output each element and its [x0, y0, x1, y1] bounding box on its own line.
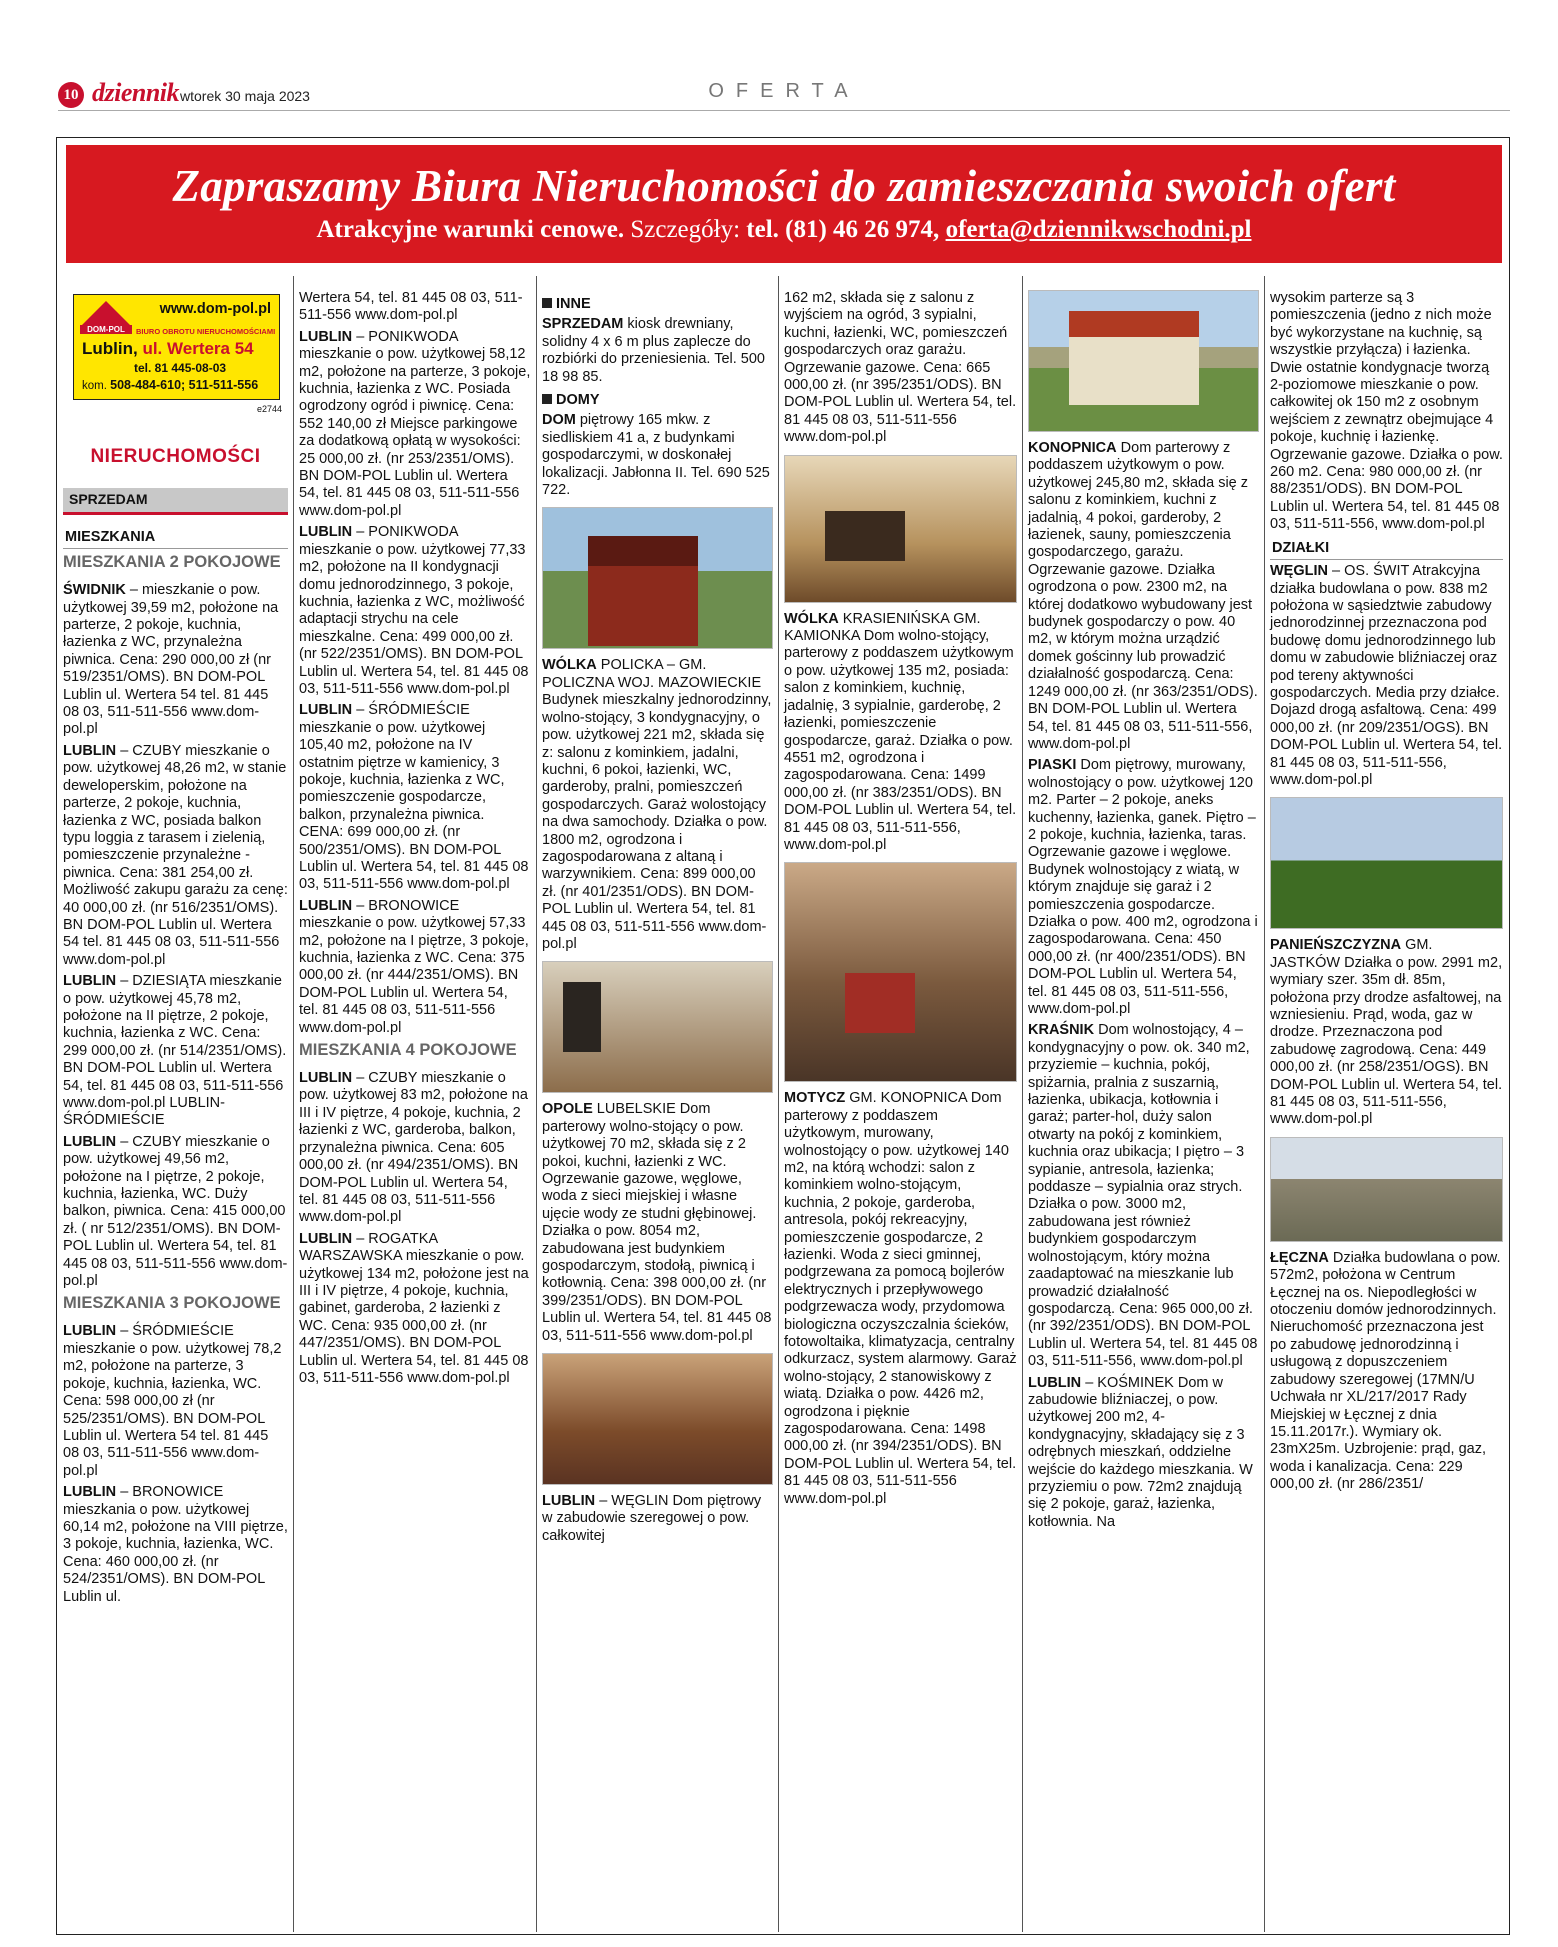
listing-item: LUBLIN – KOŚMINEK Dom w zabudowie bliźniaczej, o pow. użytkowej 200 m2, 4-kondygnacyjny, składający się z 3 odrębnych mieszkań, oddzielne wejście do każdego mieszkania. W przyziemiu o pow. 72m2 znajdują się 2 pokoje, garaż, łazienka, kotłownia. Na — [1028, 1374, 1253, 1530]
subheading-3-rooms: MIESZKANIA 3 POKOJOWE — [63, 1294, 281, 1313]
interior-photo — [542, 1353, 773, 1485]
listing-item: 162 m2, składa się z salonu z wyjściem na ogród, 3 sypialni, kuchni, łazienki, WC, pomieszczeń gospodarczych oraz garażu. Ogrzewanie gazowe. Cena: 665 000,00 zł. (nr 395/2351/ODS). BN DOM-POL Lublin ul. Wertera 54, tel. 81 445 08 03, 511-511-556 www.dom-pol.pl — [784, 290, 1017, 446]
square-bullet-icon — [542, 298, 552, 308]
ad-city: Lublin, — [82, 339, 138, 358]
listing-item: LUBLIN – ŚRÓDMIEŚCIE mieszkanie o pow. użytkowej 78,2 m2, położone na parterze, 3 pokoje, kuchnia, łazienka, WC. Cena: 598 000,00 zł (nr 525/2351/OMS). BN DOM-POL Lublin ul. Wertera 54 tel. 81 445 08 03, 511-511-556 www.dom-pol.pl — [63, 1323, 282, 1479]
listing-item: LUBLIN – CZUBY mieszkanie o pow. użytkowej 49,56 m2, położone na I piętrze, 2 pokoje, kuchnia, łazienka, WC. Duży balkon, piwnica. Cena: 415 000,00 zł. ( nr 512/2351/OMS). BN DOM-POL Lublin ul. Wertera 54, tel. 81 445 08 03, 511-511-556 www.dom-pol.pl — [63, 1133, 288, 1290]
interior-photo — [542, 961, 773, 1093]
ad-logo-text: DOM-POL — [80, 325, 132, 334]
listing-group — [63, 582, 288, 1290]
listing-item: LUBLIN – ŚRÓDMIEŚCIE mieszkanie o pow. użytkowej 105,40 m2, położone na IV ostatnim piętrze w kamienicy, 3 pokoje, kuchnia, łazienka z WC, pomieszczenie gospodarcze, balkon, przynależna piwnica. CENA: 699 000,00 zł. (nr 500/2351/OMS). BN DOM-POL Lublin ul. Wertera 54, tel. 81 445 08 03, 511-511-556 www.dom-pol.pl — [299, 702, 529, 893]
ad-website: www.dom-pol.pl — [159, 301, 271, 317]
listing-item: LUBLIN – ROGATKA WARSZAWSKA mieszkanie o pow. użytkowej 134 m2, położone jest na III i IV piętrze, 4 pokoje, kuchnia, gabinet, garderoba, 2 łazienki z WC. Cena: 935 000,00 zł. (nr 447/2351/OMS). BN DOM-POL Lublin ul. Wertera 54, tel. 81 445 08 03, 511-511-556 www.dom-pol.pl — [299, 1230, 529, 1386]
listing-item: LUBLIN – CZUBY mieszkanie o pow. użytkowej 48,26 m2, w stanie deweloperskim, położone na parterze, 2 pokoje, kuchnia, łazienka z WC, posiada balkon typu loggia z tarasem i zielenią, pomieszczenie przynależne - piwnica. Cena: 381 254,00 zł. Możliwość zakupu garażu za cenę: 40 000,00 zł. (nr 516/2351/OMS). BN DOM-POL Lublin ul. Wertera 54 tel. 81 445 08 03, 511-511-556 www.dom-pol.pl — [63, 742, 288, 968]
ad-code: e2744 — [256, 404, 282, 414]
listing-item: MOTYCZ GM. KONOPNICA Dom parterowy z poddaszem użytkowym, murowany, wolnostojący o pow. użytkowej 140 m2, na którą wchodzi: salon z kominkiem wolno-stojącym, kuchnia, 2 pokoje, garderoba, antresola, pokój rekreacyjny, pomieszczenie gospodarcze, 2 łazienki. Woda z sieci gminnej, podgrzewana za pomocą bojlerów elektrycznych i przepływowego podgrzewacza wody, przydomowa biologiczna oczyszczalnia ścieków, fotowoltaika, klimatyzacja, centralny odkurzacz, system alarmowy. Garaż wolno-stojący, 2 stanowiskowy z wiatą. Działka o pow. 4426 m2, ogrodzona i pięknie zagospodarowana. Cena: 1498 000,00 zł. (nr 394/2351/ODS). BN DOM-POL Lublin ul. Wertera 54, tel. 81 445 08 03, 511-511-556 www.dom-pol.pl — [784, 1090, 1017, 1507]
listing-item: KRAŚNIK Dom wolnostojący, 4 – kondygnacyjny o pow. ok. 340 m2, przyziemie – kuchnia, pokój, spiżarnia, pralnia z suszarnią, łazienka, ubikacja, kotłownia i garaż; parter-hol, duży salon otwarty na pokój z kominkiem, kuchnia oraz ubikacja; I piętro – 3 sypianie, antresola, łazienka; poddasze – sypialnia oraz strych. Działka o pow. 3000 m2, zabudowana jest również budynkiem gospodarczym wolnostojącym, który można zaadaptować na mieszkanie lub prowadzić działalność gospodarczą. Cena: 965 000,00 zł. (nr 392/2351/ODS). BN DOM-POL Lublin ul. Wertera 54, tel. 81 445 08 03, 511-511-556, www.dom-pol.pl — [1028, 1022, 1258, 1370]
square-bullet-icon — [542, 394, 552, 404]
listing-item: WĘGLIN – OS. ŚWIT Atrakcyjna działka budowlana o pow. 838 m2 położona w sąsiedztwie zabudowy jednorodzinnej przeznaczona pod budowę domu jednorodzinnego lub domu w zabudowie bliźniaczej oraz pod tereny aktywności gospodarczych. Media przy działce. Dojazd drogą asfaltową. Cena: 499 000,00 zł. (nr 209/2351/OGS). BN DOM-POL Lublin ul. Wertera 54, tel. 81 445 08 03, 511-511-556, www.dom-pol.pl — [1270, 563, 1503, 788]
apartments-heading: MIESZKANIA — [63, 527, 288, 549]
plot-photo — [1270, 1137, 1503, 1242]
listing-item: Wertera 54, tel. 81 445 08 03, 511-511-556 www.dom-pol.pl — [299, 290, 523, 324]
listing-item: wysokim parterze są 3 pomieszczenia (jedno z nich może być wykorzystane na kuchnię, są wszystkie przyłącza) i łazienka. Dwie ostatnie kondygnacje tworzą 2-poziomowe mieszkanie o pow. całkowitej ok 150 m2 z osobnym wejściem z zewnątrz obejmujące 4 pokoje, kuchnię i łazienkę. Ogrzewanie gazowe. Działka o pow. 260 m2. Cena: 980 000,00 zł. (nr 88/2351/ODS). BN DOM-POL Lublin ul. Wertera 54, tel. 81 445 08 03, 511-511-556, www.dom-pol.pl — [1270, 290, 1503, 533]
other-heading: INNE — [542, 296, 773, 313]
interior-photo — [784, 862, 1017, 1082]
listing-columns — [58, 276, 1508, 1932]
listing-group — [299, 1070, 531, 1387]
subheading-4-rooms: MIESZKANIA 4 POKOJOWE — [299, 1041, 517, 1060]
listing-item: LUBLIN – WĘGLIN Dom piętrowy w zabudowie szeregowej o pow. całkowitej — [542, 1493, 762, 1544]
listing-item: DOM piętrowy 165 mkw. z siedliskiem 41 a, z budynkami gospodarczymi, w doskonałej lokalizacji. Jabłonna II. Tel. 690 525 722. — [542, 412, 770, 499]
listing-item: LUBLIN – PONIKWODA mieszkanie o pow. użytkowej 77,33 m2, położone na II kondygnacji domu jednorodzinnego, 3 pokoje, kuchnia, łazienka z WC, możliwość adaptacji strychu na cele mieszkalne. Cena: 499 000,00 zł. (nr 522/2351/OMS). BN DOM-POL Lublin ul. Wertera 54, tel. 81 445 08 03, 511-511-556 www.dom-pol.pl — [299, 524, 529, 697]
houses-heading: DOMY — [542, 392, 773, 409]
dom-pol-advert[interactable] — [73, 294, 280, 400]
listing-item: LUBLIN – BRONOWICE mieszkanie o pow. użytkowej 57,33 m2, położone na I piętrze, 3 pokoje, kuchnia, łazienka z WC. Cena: 375 000,00 zł. (nr 444/2351/OMS). BN DOM-POL Lublin ul. Wertera 54, tel. 81 445 08 03, 511-511-556 www.dom-pol.pl — [299, 897, 529, 1036]
listing-item: ŁĘCZNA Działka budowlana o pow. 572m2, położona w Centrum Łęcznej na os. Niepodległości w otoczeniu domów jednorodzinnych. Nieruchomość przeznaczona jest po zabudowę jednorodzinną i usługową z dopuszczeniem zabudowy szeregowej (17MN/U Uchwała nr XL/217/2017 Rady Miejskiej w Łęcznej z dnia 15.11.2017r.). Wymiary ok. 23mX25m. Uzbrojenie: prąd, gaz, woda i kanalizacja. Cena: 229 000,00 zł. (nr 286/2351/ — [1270, 1249, 1501, 1493]
listing-item: PANIEŃSZCZYZNA GM. JASTKÓW Działka o pow. 2991 m2, wymiary szer. 35m dł. 85m, położona przy drodze asfaltowej, na wzniesieniu. Prąd, woda, gaz w drodze. Przeznaczona pod zabudowę zagrodową. Cena: 449 000,00 zł. (nr 258/2351/OGS). BN DOM-POL Lublin ul. Wertera 54, tel. 81 445 08 03, 511-511-556, www.dom-pol.pl — [1270, 937, 1503, 1128]
listing-item: PIASKI Dom piętrowy, murowany, wolnostojący o pow. użytkowej 120 m2. Parter – 2 pokoje, aneks kuchenny, łazienka, ganek. Piętro – 2 pokoje, kuchnia, łazienka, taras. Ogrzewanie gazowe i węglowe. Budynek wolnostojący z wiatą, w którym znajduje się garaż i 2 pomieszczenia gospodarcze. Działka o pow. 400 m2, ogrodzona i zagospodarowana. Cena: 450 000,00 zł. (nr 400/2351/ODS). BN DOM-POL Lublin ul. Wertera 54, tel. 81 445 08 03, 511-511-556, www.dom-pol.pl — [1028, 757, 1258, 1017]
banner-email-link[interactable]: oferta@dziennikwschodni.pl — [945, 216, 1252, 243]
column-2 — [294, 276, 536, 1932]
listing-item: LUBLIN – BRONOWICE mieszkania o pow. użytkowej 60,14 m2, położone na VIII piętrze, 3 pokoje, kuchnia, łazienka, WC. Cena: 460 000,00 zł. (nr 524/2351/OMS). BN DOM-POL Lublin ul. — [63, 1484, 288, 1605]
house-photo — [542, 507, 773, 649]
newspaper-logo: dziennik — [92, 78, 180, 107]
listing-item: KONOPNICA Dom parterowy z poddaszem użytkowym o pow. użytkowej 245,80 m2, składa się z salonu z kominkiem, kuchni z jadalnią, 4 pokoi, garderoby, 2 łazienek, sauny, pomieszczenia gospodarczego, garażu. Ogrzewanie gazowe. Działka ogrodzona o pow. 2300 m2, na której dodatkowo wybudowany jest budynek gospodarczy o pow. 40 m2, w którym można urządzić domek gościnny lub prowadzić działalność gospodarczą. Cena: 1249 000,00 zł. (nr 363/2351/ODS). BN DOM-POL Lublin ul. Wertera 54, tel. 81 445 08 03, 511-511-556, www.dom-pol.pl — [1028, 440, 1258, 752]
listing-item: ŚWIDNIK – mieszkanie o pow. użytkowej 39,59 m2, położone na parterze, 2 pokoje, kuchnia, łazienka z WC, przynależna piwnica. Cena: 290 000,00 zł (nr 519/2351/OMS). BN DOM-POL Lublin ul. Wertera 54 tel. 81 445 08 03, 511-511-556 www.dom-pol.pl — [63, 582, 279, 738]
listing-group — [1028, 440, 1259, 1531]
section-title: OFERTA — [708, 80, 860, 102]
banner-title: Zapraszamy Biura Nieruchomości do zamieszczania swoich ofert — [172, 161, 1396, 211]
listing-group — [63, 1323, 288, 1606]
plots-heading: DZIAŁKI — [1270, 538, 1503, 560]
sell-heading: SPRZEDAM — [63, 488, 288, 514]
ad-address — [82, 339, 254, 359]
ad-phone: tel. 81 445-08-03 — [134, 361, 227, 375]
listing-item: LUBLIN – CZUBY mieszkanie o pow. użytkowej 83 m2, położone na III i IV piętrze, 4 pokoje, kuchnia, 2 łazienki z WC, garderoba, balkon, przynależna piwnica. Cena: 605 000,00 zł. (nr 494/2351/OMS). BN DOM-POL Lublin ul. Wertera 54, tel. 81 445 08 03, 511-511-556 www.dom-pol.pl — [299, 1070, 528, 1226]
ad-mobile: kom. 508-484-610; 511-511-556 — [82, 378, 259, 392]
house-photo — [1028, 290, 1259, 432]
banner-lead: Atrakcyjne warunki cenowe. — [316, 216, 625, 243]
page-number: 10 — [58, 82, 84, 108]
listing-item: OPOLE LUBELSKIE Dom parterowy wolno-stojący o pow. użytkowej 70 m2, składa się z 2 pokoi, kuchni, łazienki z WC. Ogrzewanie gazowe, węglowe, woda z sieci miejskiej i własne ujęcie wody ze studni głębinowej. Działka o pow. 8054 m2, zabudowana jest budynkiem gospodarczym, stodołą, piwnicą i kotłownią. Cena: 398 000,00 zł. (nr 399/2351/ODS). BN DOM-POL Lublin ul. Wertera 54, tel. 81 445 08 03, 511-511-556 www.dom-pol.pl — [542, 1101, 772, 1344]
category-heading: NIERUCHOMOŚCI — [90, 446, 261, 468]
listing-item: WÓLKA KRASIENIŃSKA GM. KAMIONKA Dom wolno-stojący, parterowy z poddaszem użytkowym o pow. użytkowej 135 m2, posiada: salon z kominkiem, kuchnię, jadalnię, 3 sypialnie, garderobę, 2 łazienki, pomieszczenie gospodarcze, garaż. Działka o pow. 4551 m2, ogrodzona i zagospodarowana. Cena: 1499 000,00 zł. (nr 383/2351/ODS). BN DOM-POL Lublin ul. Wertera 54, tel. 81 445 08 03, 511-511-556, www.dom-pol.pl — [784, 610, 1017, 853]
banner-details: Szczegóły: — [630, 216, 741, 243]
listing-item: WÓLKA POLICKA – GM. POLICZNA WOJ. MAZOWIECKIE Budynek mieszkalny jednorodzinny, wolno-stojący, 3 kondygnacyjny, o pow. użytkowej 221 m2, składa się z: salonu z kominkiem, jadalni, kuchni, 6 pokoi, łazienki, WC, garderoby, pralni, pomieszczeń gospodarczych. Garaż wolostojący na dwa samochody. Działka o pow. 1800 m2, ogrodzona i zagospodarowana z altaną i warzywnikiem. Cena: 899 000,00 zł. (nr 401/2351/ODS). BN DOM-POL Lublin ul. Wertera 54, tel. 81 445 08 03, 511-511-556 www.dom-pol.pl — [542, 657, 772, 952]
issue-date: wtorek 30 maja 2023 — [180, 88, 310, 104]
listing-item: LUBLIN – DZIESIĄTA mieszkanie o pow. użytkowej 45,78 m2, położone na II piętrze, 2 pokoje, kuchnia, łazienka z WC. Cena: 299 000,00 zł. (nr 514/2351/OMS). BN DOM-POL Lublin ul. Wertera 54, tel. 81 445 08 03, 511-511-556 www.dom-pol.pl LUBLIN- ŚRÓDMIEŚCIE — [63, 973, 287, 1129]
house-roof-icon — [80, 301, 132, 327]
ad-street: ul. Wertera 54 — [142, 339, 254, 358]
listing-group — [299, 290, 531, 1037]
column-4 — [779, 276, 1022, 1932]
column-1 — [58, 276, 293, 1932]
column-6 — [1265, 276, 1508, 1932]
promo-banner — [66, 145, 1502, 263]
listing-item: SPRZEDAM kiosk drewniany, solidny 4 x 6 m plus zaplecze do rozbiórki do przeniesienia. Tel. 500 18 98 85. — [542, 316, 766, 385]
listing-item: LUBLIN – PONIKWODA mieszkanie o pow. użytkowej 58,12 m2, położone na parterze, 3 pokoje, kuchnia, łazienka z WC. Posiada ogrodzony ogród i piwnicę. Cena: 552 140,00 zł Miejsce parkingowe za dodatkową opłatą w wysokości: 25 000,00 zł. (nr 253/2351/OMS). BN DOM-POL Lublin ul. Wertera 54, tel. 81 445 08 03, 511-511-556 www.dom-pol.pl — [299, 328, 531, 519]
banner-subline — [66, 216, 1502, 244]
interior-photo — [784, 455, 1017, 603]
subheading-2-rooms: MIESZKANIA 2 POKOJOWE — [63, 553, 281, 572]
column-3 — [537, 276, 778, 1932]
column-5 — [1023, 276, 1264, 1932]
plot-photo — [1270, 797, 1503, 929]
page-header — [58, 80, 1510, 114]
ad-office: BIURO OBROTU NIERUCHOMOŚCIAMI — [136, 327, 276, 336]
banner-phone: tel. (81) 46 26 974, — [746, 216, 940, 243]
header-divider — [58, 110, 1510, 111]
